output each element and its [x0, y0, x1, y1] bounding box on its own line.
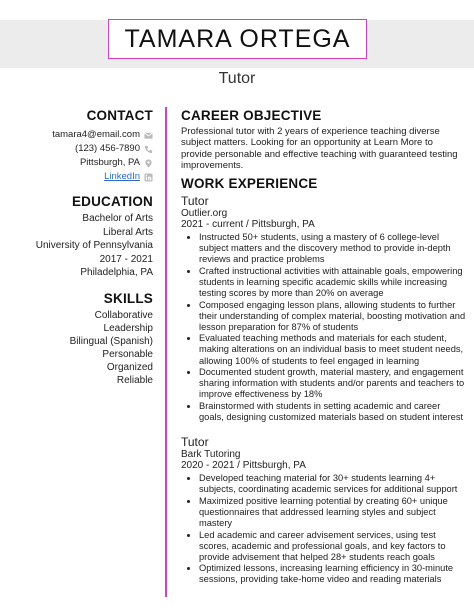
job-bullet: • Maximized positive learning potential by creating 60+ unique questionnaires that addressed learning styles and subject mastery [199, 496, 466, 529]
skill-item: Leadership [103, 323, 153, 334]
job-bullet: • Developed teaching material for 30+ students learning 4+ subjects, coordinating academic services for additional support [199, 473, 466, 495]
skill-item: Reliable [116, 375, 153, 386]
education-degree: Bachelor of Arts [82, 213, 153, 224]
candidate-name: TAMARA ORTEGA [124, 24, 351, 53]
education-school: University of Pennsylvania [35, 240, 153, 251]
education-major: Liberal Arts [102, 226, 153, 238]
job-entry [181, 194, 466, 423]
job-company: Outlier.org [181, 208, 228, 219]
phone-icon [144, 145, 153, 154]
job-entry [181, 435, 466, 585]
job-company: Bark Tutoring [181, 449, 241, 461]
email-text: tamara4@email.com [52, 129, 140, 140]
location-text: Pittsburgh, PA [79, 157, 140, 168]
job-bullet: • Brainstormed with students in setting academic and career goals, designing customized materials based on student interest [199, 401, 466, 423]
job-role: Tutor [181, 435, 209, 450]
skill-item: Collaborative [94, 310, 153, 321]
map-pin-icon [144, 159, 153, 168]
contact-section [0, 108, 153, 184]
name-box [108, 19, 367, 59]
contact-heading: CONTACT [86, 108, 153, 123]
skills-heading: SKILLS [103, 291, 153, 306]
objective-text: Professional tutor with 2 years of experience teaching diverse subject matters. Looking for an opportunity at Learn More to provide personable and effective teaching with guaranteed testing improvements. [181, 126, 458, 172]
skills-section [0, 291, 153, 387]
job-dates: 2020 - 2021 / Pittsburgh, PA [181, 460, 306, 472]
job-bullet: • Crafted instructional activities with attainable goals, empowering students in learning specific academic skills while increasing testing scores by more than 20% on average [199, 266, 466, 299]
job-bullet: • Led academic and career advisement services, using test scores, academic and professional goals, and key factors to provide advisement that helped 28+ students reach goals [199, 530, 466, 563]
job-role: Tutor [181, 194, 209, 208]
mail-icon [144, 131, 153, 140]
skill-item: Personable [102, 349, 153, 360]
phone-text: (123) 456-7890 [75, 143, 140, 154]
linkedin-link[interactable]: LinkedIn [104, 171, 140, 182]
contact-email [0, 128, 153, 142]
education-dates: 2017 - 2021 [99, 253, 153, 265]
skill-item: Bilingual (Spanish) [69, 336, 153, 347]
skill-item: Organized [106, 362, 153, 373]
education-section [0, 194, 153, 280]
objective-heading: CAREER OBJECTIVE [181, 108, 322, 123]
job-dates: 2021 - current / Pittsburgh, PA [181, 219, 315, 230]
job-title: Tutor [218, 70, 256, 87]
contact-phone [0, 142, 153, 156]
job-bullets [181, 232, 466, 423]
objective-section [181, 108, 466, 172]
job-bullet: • Documented student growth, material mastery, and engagement sharing information with students and/or parents and teachers to improve effectiveness by 18% [199, 367, 466, 400]
contact-linkedin [0, 170, 153, 184]
experience-heading: WORK EXPERIENCE [181, 176, 318, 191]
contact-location [0, 156, 153, 170]
job-bullet: • Evaluated teaching methods and materials for each student, making alterations on an individual basis to meet student needs, allowing 100% of students to feel engaged in learning [199, 333, 466, 366]
linkedin-icon[interactable] [144, 173, 153, 182]
job-bullets [181, 473, 466, 585]
experience-section [181, 176, 466, 586]
column-divider [165, 107, 167, 597]
job-bullet: • Composed engaging lesson plans, allowing students to further their understanding of complex material, boosting motivation and lesson preparation for 87% of students [199, 300, 466, 333]
job-bullet: • Instructed 50+ students, using a mastery of 6 college-level subject matters and the discovery method to provide in-depth reviews and practice problems [199, 232, 466, 265]
education-heading: EDUCATION [71, 194, 153, 209]
job-bullet: • Optimized lessons, increasing learning efficiency in 30-minute sessions, providing take-home video and reading materials [199, 563, 466, 585]
education-location: Philadelphia, PA [80, 267, 153, 278]
